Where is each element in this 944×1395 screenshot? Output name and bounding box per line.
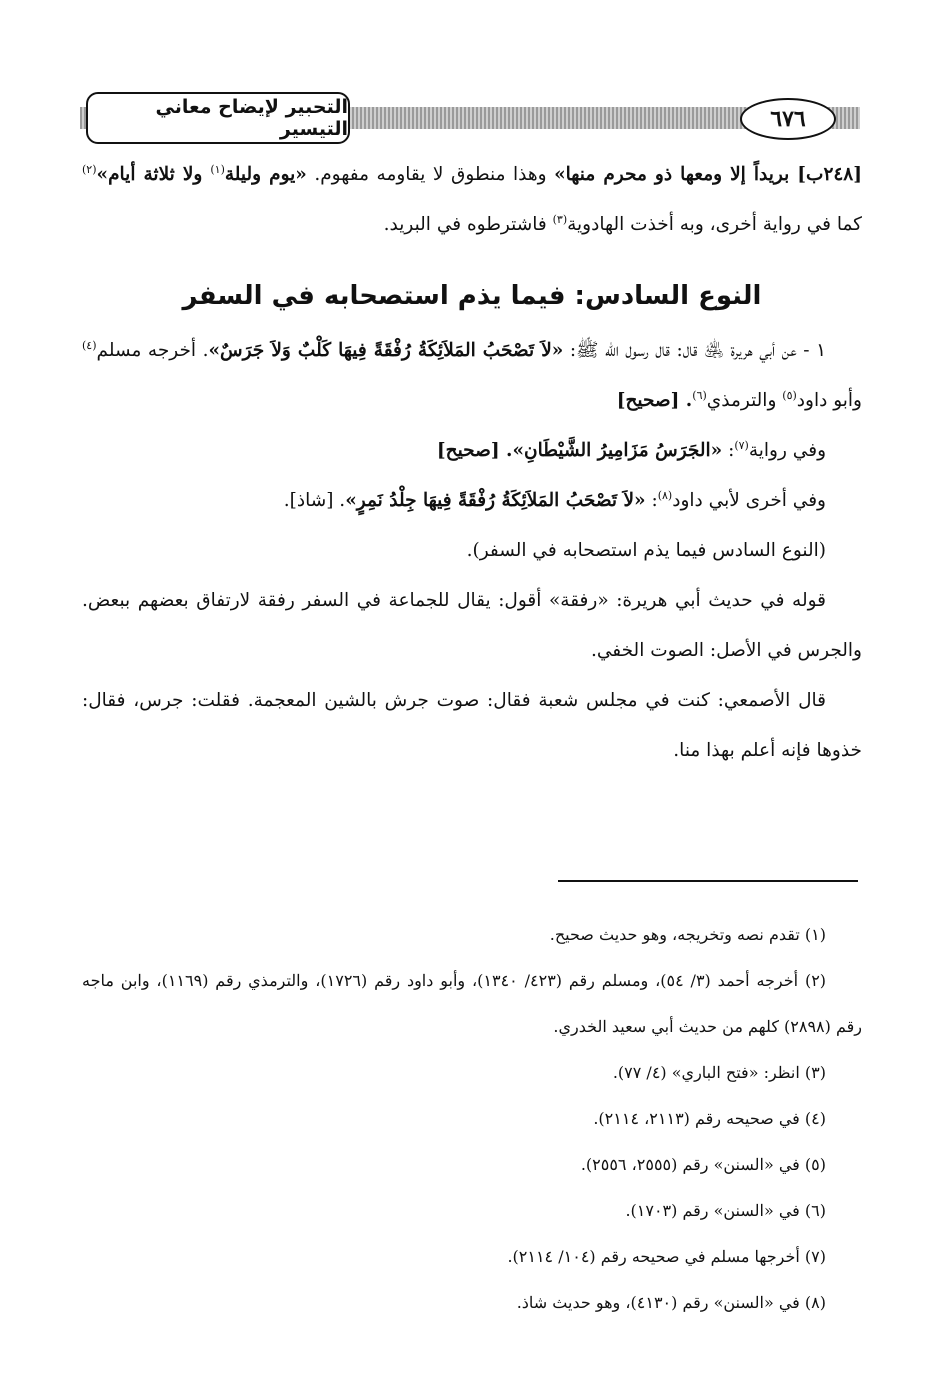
footnote-ref-4: (٤) bbox=[82, 338, 97, 352]
intro-bold-c: ولا ثلاثة أيام» bbox=[96, 164, 211, 185]
hadith-1-source-3: والترمذي bbox=[706, 390, 783, 411]
footnote-ref-6: (٦) bbox=[692, 388, 707, 402]
footnote-ref-5: (٥) bbox=[782, 388, 797, 402]
hadith-1-text: «لاَ تَصْحَبُ المَلاَئِكَةُ رُفْقَةً فِيهَا كَلْبٌ وَلاَ جَرَسٌ» bbox=[208, 340, 564, 361]
footnote-item: (١) تقدم نصه وتخريجه، وهو حديث صحيح. bbox=[549, 925, 826, 944]
footnote-item: (٧) أخرجها مسلم في صحيحه رقم (١٠٤/ ٢١١٤). bbox=[507, 1247, 826, 1266]
riwaya-2-grade: . [شاذ]. bbox=[283, 490, 346, 511]
footnote-item: (٣) انظر: «فتح الباري» (٤/ ٧٧). bbox=[612, 1063, 826, 1082]
hadith-1-grade: . [صحيح] bbox=[616, 390, 693, 411]
riwaya-1-text: «الجَرَسُ مَزَامِيرُ الشَّيْطَانِ» bbox=[512, 440, 723, 461]
footnote-item: (٥) في «السنن» رقم (٢٥٥٥، ٢٥٥٦). bbox=[580, 1155, 826, 1174]
riwaya-2-text: «لاَ تَصْحَبُ المَلاَئِكَةُ رُفْقَةً فِيهَا جِلْدُ نَمِرٍ» bbox=[345, 490, 646, 511]
footnote-item: (٤) في صحيحه رقم (٢١١٣، ٢١١٤). bbox=[593, 1109, 826, 1128]
page-header bbox=[80, 92, 860, 150]
footnote-ref-2: (٢) bbox=[82, 162, 97, 176]
commentary-paragraph: قال الأصمعي: كنت في مجلس شعبة فقال: صوت جرش بالشين المعجمة. فقلت: جرس، فقال: خذوها فإنه أعلم بهذا منا. bbox=[82, 690, 862, 761]
hadith-1-source: . أخرجه مسلم bbox=[96, 340, 209, 361]
footnote-ref-8: (٨) bbox=[657, 488, 673, 502]
page-number: ٦٧٦ bbox=[740, 98, 836, 140]
footnote-separator bbox=[558, 880, 858, 882]
intro-bold-b: «يوم وليلة bbox=[224, 164, 307, 185]
commentary-paragraph: (النوع السادس فيما يذم استصحابه في السفر). bbox=[466, 540, 826, 561]
riwaya-1-colon: : bbox=[722, 440, 735, 461]
section-heading: النوع السادس: فيما يذم استصحابه في السفر bbox=[182, 281, 762, 311]
footnote-item: (٦) في «السنن» رقم (١٧٠٣). bbox=[625, 1201, 826, 1220]
hadith-1-source-2: وأبو داود bbox=[796, 390, 862, 411]
riwaya-2 bbox=[82, 476, 862, 526]
footnote-item: (٨) في «السنن» رقم (٤١٣٠)، وهو حديث شاذ. bbox=[516, 1293, 826, 1312]
riwaya-1-prefix: وفي رواية bbox=[748, 440, 826, 461]
intro-bold-a: [٢٤٨ب] بريداً إلا ومعها ذو محرم منها» bbox=[554, 164, 863, 185]
main-text bbox=[82, 150, 862, 776]
footnotes bbox=[82, 912, 862, 1326]
hadith-1 bbox=[82, 326, 862, 426]
footnote-ref-7: (٧) bbox=[734, 438, 749, 452]
riwaya-1 bbox=[82, 426, 862, 476]
footnote-ref-3: (٣) bbox=[552, 212, 568, 226]
intro-paragraph bbox=[82, 150, 862, 250]
commentary-paragraph: قوله في حديث أبي هريرة: «رفقة» أقول: يقال للجماعة في السفر رفقة لارتفاق بعضهم ببعض. والجرس في الأصل: الصوت الخفي. bbox=[82, 590, 862, 661]
riwaya-2-colon: : bbox=[645, 490, 658, 511]
intro-text-2: كما في رواية أخرى، وبه أخذت الهادوية bbox=[567, 214, 862, 235]
riwaya-2-prefix: وفي أخرى لأبي داود bbox=[672, 490, 826, 511]
intro-text: وهذا منطوق لا يقاومه مفهوم. bbox=[306, 164, 555, 185]
riwaya-1-grade: . [صحيح] bbox=[436, 440, 513, 461]
footnote-item: (٢) أخرجه أحمد (٣/ ٥٤)، ومسلم رقم (٤٢٣/ ١٣٤٠)، وأبو داود رقم (١٧٢٦)، والترمذي رقم (١١٦٩)، وابن ماجه رقم (٢٨٩٨) كلهم من حديث أبي سعيد الخدري. bbox=[82, 971, 862, 1036]
footnote-ref-1: (١) bbox=[210, 162, 225, 176]
intro-text-3: فاشترطوه في البريد. bbox=[383, 214, 553, 235]
running-title: التحبير لإيضاح معاني التيسير bbox=[86, 92, 350, 144]
hadith-1-prefix: ١ - عن أبي هريرة ﵁ قال: قال رسول الله ﷺ: bbox=[563, 340, 826, 361]
